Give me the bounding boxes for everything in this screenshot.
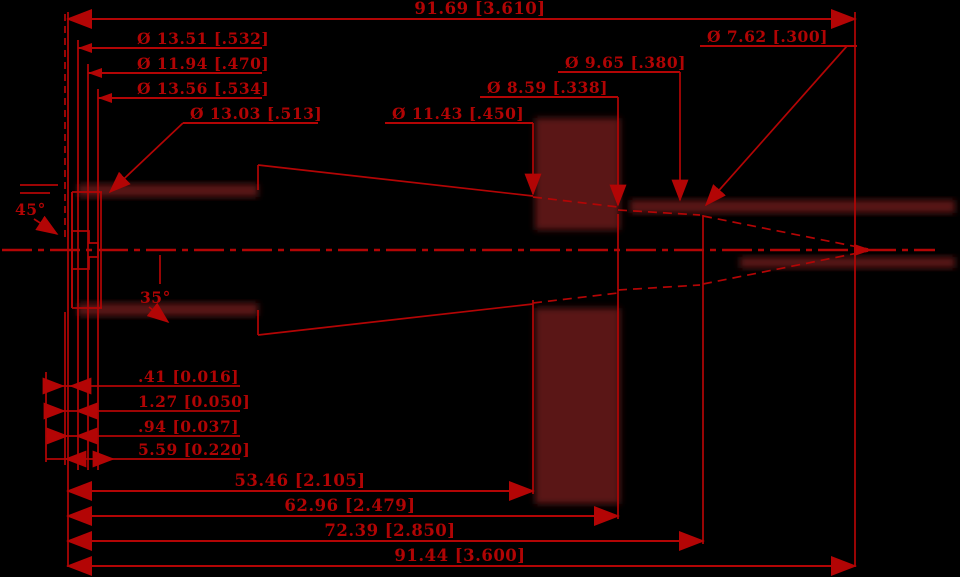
soft-band-upper-block xyxy=(535,118,620,230)
dim-text-len-a: .41 [0.016] xyxy=(138,367,240,386)
leader-dia-4-diag xyxy=(110,123,183,192)
part-neck-lower xyxy=(618,285,700,290)
dim-text-dia-6: Ø 8.59 [.338] xyxy=(487,78,608,97)
dim-text-dia-1: Ø 13.51 [.532] xyxy=(137,29,270,48)
part-throat-upper xyxy=(703,216,868,249)
part-taper-upper xyxy=(258,165,533,196)
dim-text-dia-5: Ø 11.43 [.450] xyxy=(392,104,525,123)
leader-dia-3-arrow-icon xyxy=(98,93,112,103)
dim-text-bottom-1: 53.46 [2.105] xyxy=(234,471,366,490)
dim-text-dia-3: Ø 13.56 [.534] xyxy=(137,79,270,98)
leader-dia-1-arrow-icon xyxy=(78,43,92,53)
angle-45-leader xyxy=(34,219,57,234)
dim-text-top-overall: 91.69 [3.610] xyxy=(414,0,546,18)
soft-band-body-upper xyxy=(78,184,258,197)
dim-text-dia-2: Ø 11.94 [.470] xyxy=(137,54,270,73)
dim-text-dia-4: Ø 13.03 [.513] xyxy=(190,104,323,123)
dim-text-bottom-2: 62.96 [2.479] xyxy=(284,496,416,515)
soft-band-lower-block xyxy=(535,308,620,504)
dim-text-bottom-4: 91.44 [3.600] xyxy=(394,546,526,565)
tip-arrow-icon xyxy=(854,244,872,256)
dim-text-dia-8: Ø 7.62 [.300] xyxy=(707,27,828,46)
soft-band-right-upper xyxy=(630,200,955,213)
dim-text-len-b: 1.27 [0.050] xyxy=(138,392,251,411)
leader-dia-2-arrow-icon xyxy=(88,68,102,78)
angle-text-45: 45° xyxy=(15,200,46,219)
soft-band-right-lower xyxy=(740,257,955,268)
part-shoulder-lower xyxy=(533,293,618,303)
leader-dia-8-diag xyxy=(706,46,847,205)
dim-text-len-d: 5.59 [0.220] xyxy=(138,440,251,459)
dim-text-bottom-3: 72.39 [2.850] xyxy=(324,521,456,540)
dim-text-len-c: .94 [0.037] xyxy=(138,417,240,436)
dim-text-dia-7: Ø 9.65 [.380] xyxy=(565,53,686,72)
part-taper-lower xyxy=(258,304,533,335)
angle-text-35: 35° xyxy=(140,288,171,307)
